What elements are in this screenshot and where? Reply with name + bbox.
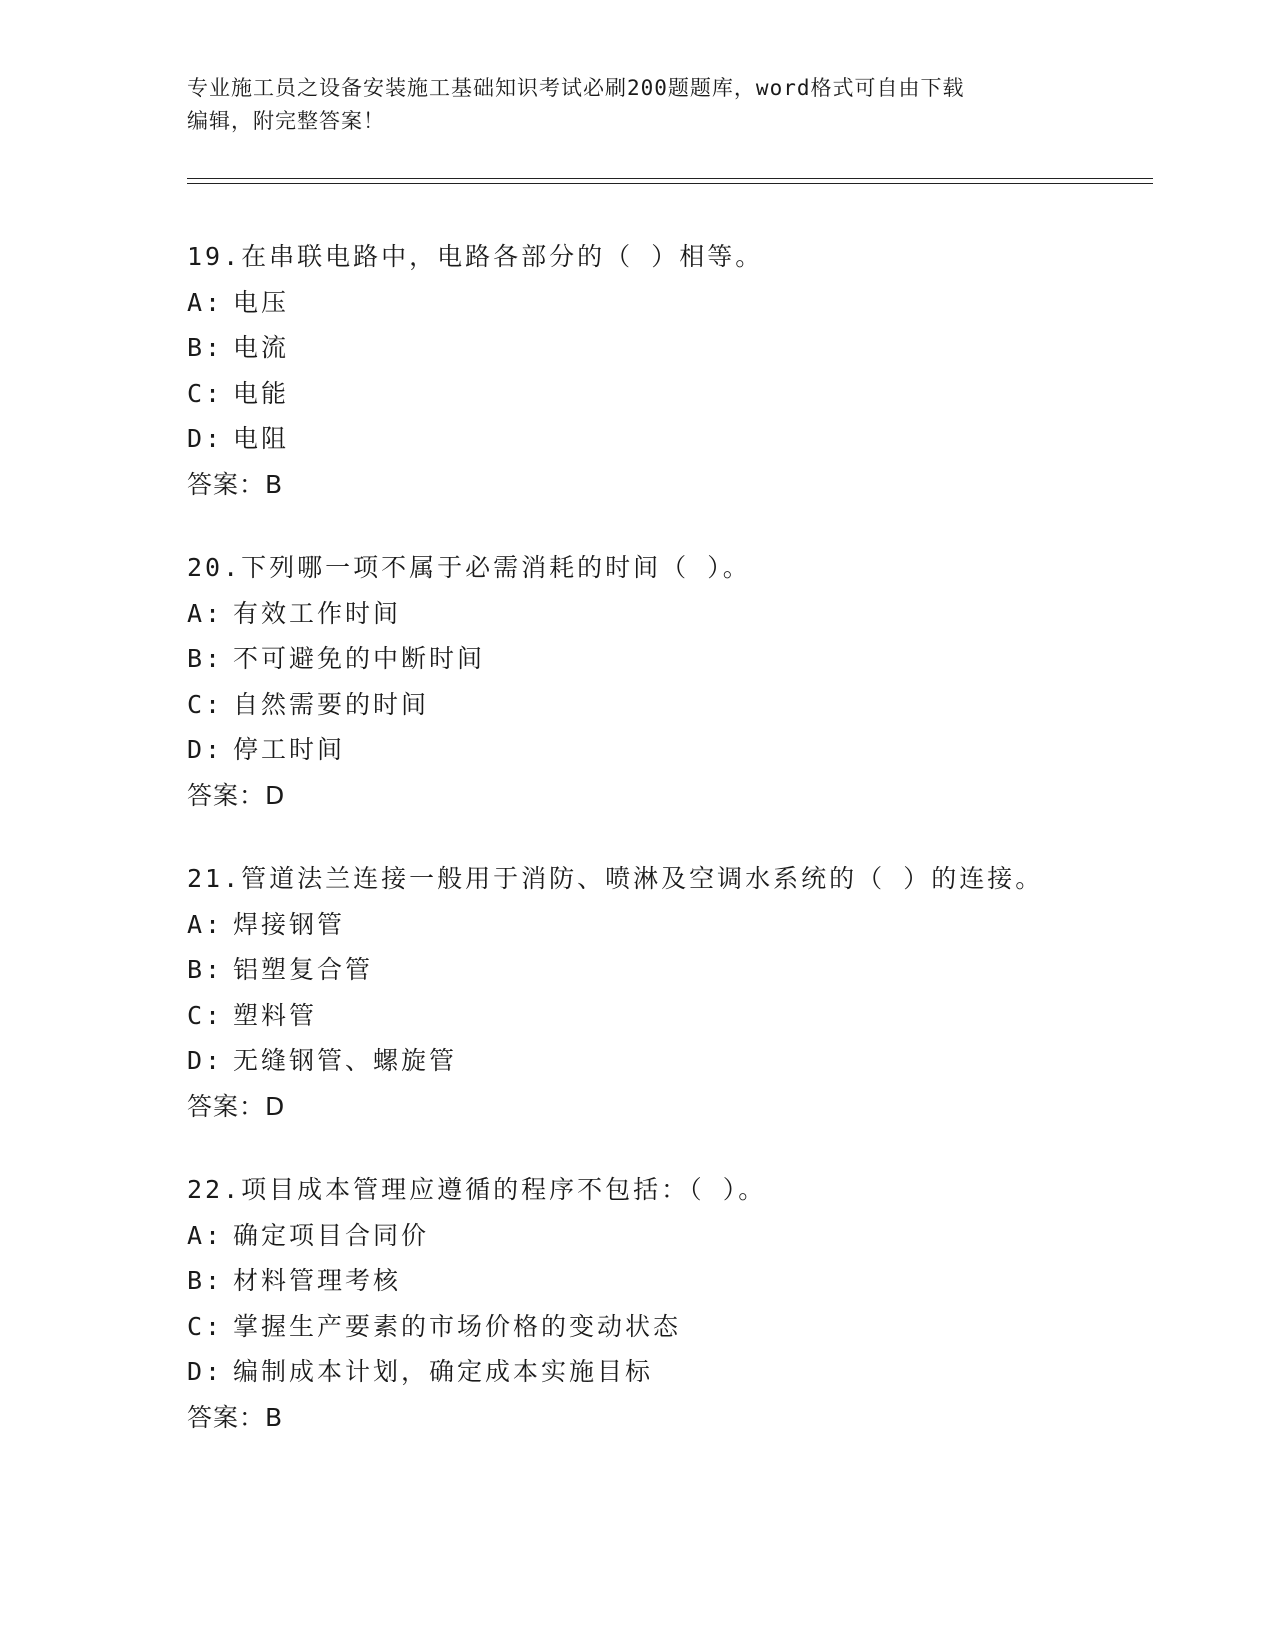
option-letter: D:	[187, 1357, 224, 1386]
option-text: 有效工作时间	[233, 598, 402, 628]
option-letter: D:	[187, 735, 224, 764]
question-stem: 20.下列哪一项不属于必需消耗的时间（ ）。	[187, 553, 751, 582]
option-letter: C:	[187, 378, 224, 408]
question-21	[187, 856, 1153, 1129]
option-d	[187, 416, 1153, 462]
header-divider-top	[187, 178, 1153, 179]
option-c	[187, 682, 1153, 728]
option-letter: B:	[187, 955, 224, 984]
option-letter: D:	[187, 424, 224, 453]
option-b	[187, 636, 1153, 682]
question-list	[187, 234, 1153, 1478]
option-text: 停工时间	[233, 735, 346, 764]
option-letter: D:	[187, 1046, 224, 1075]
option-b	[187, 1258, 1153, 1304]
option-text: 编制成本计划，确定成本实施目标	[233, 1357, 654, 1386]
option-text: 铝塑复合管	[233, 955, 374, 984]
header-divider-bottom	[187, 183, 1153, 184]
option-d	[187, 727, 1153, 773]
option-b	[187, 325, 1153, 371]
header-title-line-2: 编辑，附完整答案！	[187, 109, 385, 133]
answer-line: 答案：D	[187, 780, 286, 810]
option-b	[187, 947, 1153, 993]
document-header	[187, 72, 1067, 138]
option-letter: B:	[187, 644, 224, 673]
option-letter: A:	[187, 909, 224, 939]
option-letter: B:	[187, 333, 224, 362]
option-text: 掌握生产要素的市场价格的变动状态	[233, 1311, 682, 1341]
option-text: 确定项目合同价	[233, 1220, 430, 1250]
option-a	[187, 902, 1153, 948]
question-22	[187, 1167, 1153, 1440]
option-c	[187, 993, 1153, 1039]
option-c	[187, 371, 1153, 417]
option-letter: C:	[187, 1000, 224, 1030]
answer-line: 答案：B	[187, 469, 284, 499]
option-text: 电压	[233, 287, 290, 317]
option-c	[187, 1304, 1153, 1350]
option-text: 无缝钢管、螺旋管	[233, 1046, 458, 1075]
option-a	[187, 1213, 1153, 1259]
answer-line: 答案：B	[187, 1402, 284, 1432]
question-20	[187, 545, 1153, 818]
header-title-line-1: 专业施工员之设备安装施工基础知识考试必刷200题题库，word格式可自由下载	[187, 76, 965, 100]
option-letter: B:	[187, 1266, 224, 1295]
option-d	[187, 1038, 1153, 1084]
question-stem: 19.在串联电路中，电路各部分的（ ）相等。	[187, 242, 764, 271]
option-text: 不可避免的中断时间	[233, 644, 486, 673]
option-text: 材料管理考核	[233, 1266, 402, 1295]
question-19	[187, 234, 1153, 507]
option-letter: A:	[187, 598, 224, 628]
option-d	[187, 1349, 1153, 1395]
option-text: 自然需要的时间	[233, 689, 430, 719]
option-text: 塑料管	[233, 1000, 318, 1030]
answer-line: 答案：D	[187, 1091, 286, 1121]
option-letter: C:	[187, 1311, 224, 1341]
option-a	[187, 280, 1153, 326]
question-stem: 22.项目成本管理应遵循的程序不包括：（ ）。	[187, 1175, 767, 1204]
question-stem: 21.管道法兰连接一般用于消防、喷淋及空调水系统的（ ）的连接。	[187, 864, 1044, 893]
option-text: 电阻	[233, 424, 290, 453]
option-letter: A:	[187, 287, 224, 317]
option-a	[187, 591, 1153, 637]
option-letter: C:	[187, 689, 224, 719]
option-text: 焊接钢管	[233, 909, 346, 939]
option-text: 电流	[233, 333, 290, 362]
option-text: 电能	[233, 378, 290, 408]
option-letter: A:	[187, 1220, 224, 1250]
